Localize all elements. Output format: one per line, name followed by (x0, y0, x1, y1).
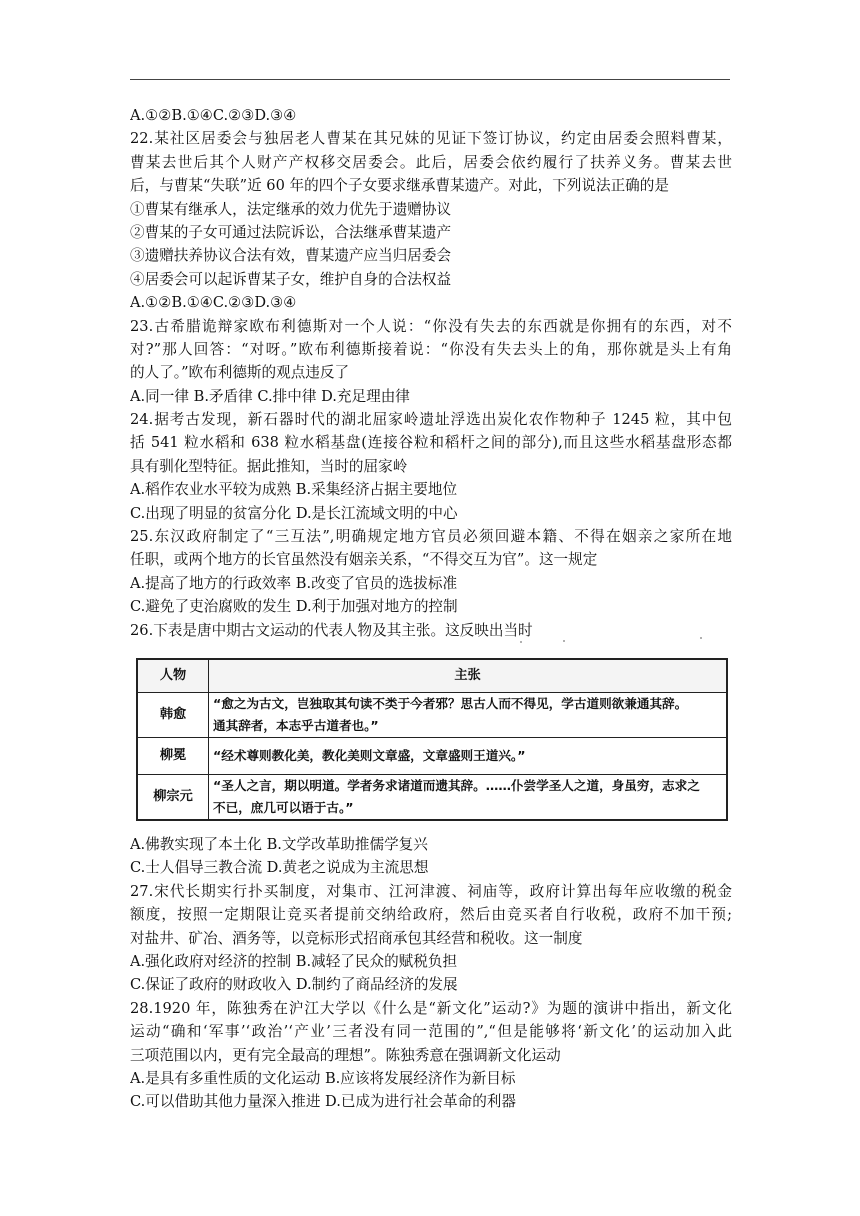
text-line: 后，与曹某“失联”近 60 年的四个子女要求继承曹某遗产。对此，下列说法正确的是 (130, 177, 669, 195)
text-line: C.士人倡导三教合流 D.黄老之说成为主流思想 (130, 859, 429, 877)
text-line: A.①②B.①④C.②③D.③④ (130, 294, 297, 312)
text-line: 额度，按照一定期限让竞买者提前交纳给政府，然后由竞买者自行收税，政府不加干预; (130, 906, 732, 924)
text-line: C.出现了明显的贫富分化 D.是长江流域文明的中心 (130, 504, 458, 522)
person-name: 韩愈 (137, 692, 209, 737)
claim-cell (209, 774, 728, 820)
guwen-table (136, 658, 728, 821)
text-line: A.同一律 B.矛盾律 C.排中律 D.充足理由律 (130, 387, 410, 405)
claim-line: “圣人之言，期以明道。学者务求诸道而遗其辞。……仆尝学圣人之道，身虽穷，志求之 (213, 777, 700, 793)
text-line: A.提高了地方的行政效率 B.改变了官员的选拔标准 (130, 574, 458, 592)
claim-line: “经术尊则教化美，教化美则文章盛，文章盛则王道兴。” (213, 747, 526, 763)
scan-speck (700, 637, 702, 639)
text-line: 括 541 粒水稻和 638 粒水稻基盘(连接谷粒和稻杆之间的部分),而且这些水稻基盘形态都 (130, 434, 732, 452)
table-header-row (137, 659, 727, 693)
claim-line: “愈之为古文，岂独取其句读不类于今者邪？思古人而不得见，学古道则欲兼通其辞。 (213, 695, 688, 711)
text-line: 具有驯化型特征。据此推知，当时的屈家岭 (130, 457, 408, 475)
text-line: 22.某社区居委会与独居老人曹某在其兄妹的见证下签订协议，约定由居委会照料曹某， (130, 130, 732, 148)
text-line: 28.1920 年，陈独秀在沪江大学以《什么是“新文化”运动?》为题的演讲中指出，新文化 (130, 999, 732, 1017)
scan-speck (520, 641, 522, 643)
guwen-table-figure (130, 658, 732, 821)
header-rule (130, 79, 730, 80)
text-line: 运动“确和‘军事’‘政治’‘产业’三者没有同一范围的”,“但是能够将‘新文化’的运动加入此 (130, 1023, 732, 1041)
text-line: ①曹某有继承人，法定继承的效力优先于遗赠协议 (130, 200, 452, 218)
person-name: 柳宗元 (137, 774, 209, 820)
text-line: C.保证了政府的财政收入 D.制约了商品经济的发展 (130, 976, 458, 994)
text-line: C.可以借助其他力量深入推进 D.已成为进行社会革命的利器 (130, 1093, 516, 1111)
text-line: 26.下表是唐中期古文运动的代表人物及其主张。这反映出当时 (130, 621, 533, 639)
claim-line: 通其辞者，本志乎古道者也。” (213, 717, 379, 733)
text-line: A.稻作农业水平较为成熟 B.采集经济占据主要地位 (130, 481, 458, 499)
text-line: 曹某去世后其个人财产产权移交居委会。此后，居委会依约履行了扶养义务。曹某去世 (130, 153, 732, 171)
table-row (137, 737, 727, 774)
question-block-top (130, 104, 732, 642)
text-line: A.是具有多重性质的文化运动 B.应该将发展经济作为新目标 (130, 1069, 516, 1087)
text-line: ③遗赠扶养协议合法有效，曹某遗产应当归居委会 (130, 247, 452, 265)
text-line: 对?”那人回答：“对呀。”欧布利德斯接着说：“你没有失去头上的角，那你就是头上有角 (130, 340, 732, 358)
text-line: 三项范围以内，更有完全最高的理想”。陈独秀意在强调新文化运动 (130, 1046, 561, 1064)
text-line: 对盐井、矿冶、酒务等，以竞标形式招商承包其经营和税收。这一制度 (130, 929, 583, 947)
text-line: 24.据考古发现，新石器时代的湖北屈家岭遗址浮选出炭化农作物种子 1245 粒，其中包 (130, 411, 732, 429)
text-line: 27.宋代长期实行扑买制度，对集市、江河津渡、祠庙等，政府计算出每年应收缴的税金 (130, 882, 732, 900)
claim-cell (209, 737, 728, 774)
text-line: 任职，或两个地方的长官虽然没有姻亲关系，“不得交互为官”。这一规定 (130, 551, 598, 569)
text-line: A.强化政府对经济的控制 B.减轻了民众的赋税负担 (130, 952, 458, 970)
text-line: ④居委会可以起诉曹某子女，维护自身的合法权益 (130, 270, 452, 288)
text-line: A.佛教实现了本土化 B.文学改革助推儒学复兴 (130, 835, 428, 853)
text-line: 的人了。”欧布利德斯的观点违反了 (130, 364, 350, 382)
table-row (137, 692, 727, 737)
table-header-claim: 主张 (209, 659, 728, 693)
text-line: 25.东汉政府制定了“三互法”,明确规定地方官员必须回避本籍、不得在姻亲之家所在地 (130, 528, 732, 546)
text-line: A.①②B.①④C.②③D.③④ (130, 107, 297, 124)
claim-line: 不已，庶几可以语于古。” (213, 799, 354, 815)
table-header-person: 人物 (137, 659, 209, 693)
exam-page (130, 104, 732, 1114)
text-line: C.避免了吏治腐败的发生 D.利于加强对地方的控制 (130, 598, 458, 616)
question-block-bottom (130, 833, 732, 1114)
scan-speck (563, 640, 565, 642)
claim-cell (209, 692, 728, 737)
person-name: 柳冕 (137, 737, 209, 774)
text-line: ②曹某的子女可通过法院诉讼，合法继承曹某遗产 (130, 223, 452, 241)
table-row (137, 774, 727, 820)
text-line: 23.古希腊诡辩家欧布利德斯对一个人说：“你没有失去的东西就是你拥有的东西，对不 (130, 317, 732, 335)
